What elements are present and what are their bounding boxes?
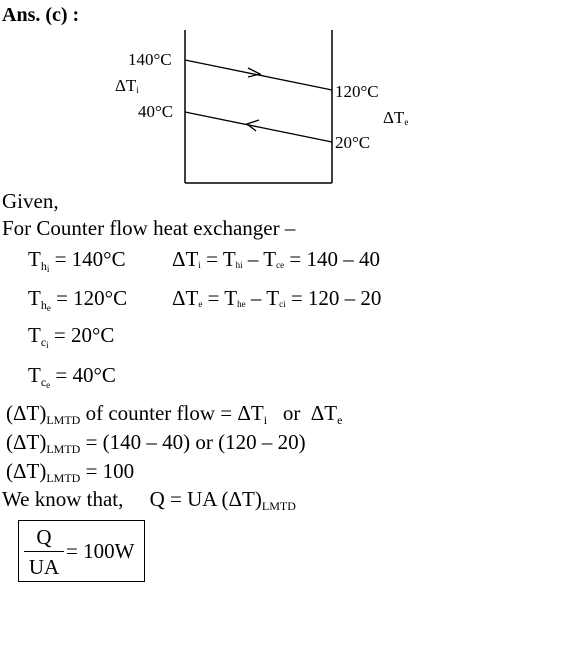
result-numerator: Q bbox=[36, 525, 52, 549]
heat-transfer-equation: We know that, Q = UA $(\Delta T)_{LMTD}$ bbox=[2, 487, 296, 513]
result-box bbox=[18, 520, 145, 582]
hot-flow-arrow-icon bbox=[248, 68, 260, 77]
given-label: Given, bbox=[2, 189, 59, 213]
eq-delta-te: $\Delta T_e = T_{he} - T_{ci} = 120 - 20$ bbox=[172, 286, 382, 310]
eq-thi: $T_{h_i} = 140^\circ C$ bbox=[28, 247, 126, 274]
delta-ti-label: $\Delta T_i$ bbox=[115, 76, 139, 95]
cold-outlet-temp: 40°C bbox=[138, 102, 174, 121]
lmtd-line-3: $(\Delta T)_{LMTD} = 100$ bbox=[6, 459, 135, 485]
heading: For Counter flow heat exchanger – bbox=[2, 216, 296, 240]
hot-outlet-temp: 120°C bbox=[335, 82, 379, 101]
cold-fluid-line bbox=[185, 112, 332, 142]
eq-the: $T_{h_e} = 120^\circ C$ bbox=[28, 286, 128, 313]
eq-delta-ti: $\Delta T_i = T_{hi} - T_{ce} = 140 - 40$ bbox=[172, 247, 380, 271]
eq-tci: $T_{c_i} = 20^\circ C$ bbox=[28, 323, 115, 350]
eq-tce: $T_{c_e} = 40^\circ C$ bbox=[28, 363, 116, 390]
cold-inlet-temp: 20°C bbox=[335, 133, 371, 152]
lmtd-line-1: $(\Delta T)_{LMTD}$ of counter flow = $\Delta T_i$ or $\Delta T_e$ bbox=[6, 401, 343, 427]
lmtd-line-2: $(\Delta T)_{LMTD} = (140 - 40)$ or (120 – 20) bbox=[6, 430, 306, 456]
counter-flow-diagram bbox=[0, 0, 568, 200]
hot-inlet-temp: 140°C bbox=[128, 50, 172, 69]
fraction-bar bbox=[24, 551, 64, 552]
answer-label: Ans. (c) : bbox=[2, 4, 80, 26]
result-value: = 100W bbox=[66, 539, 135, 563]
delta-te-label: $\Delta T_e$ bbox=[383, 108, 409, 127]
result-denominator: UA bbox=[28, 555, 60, 579]
